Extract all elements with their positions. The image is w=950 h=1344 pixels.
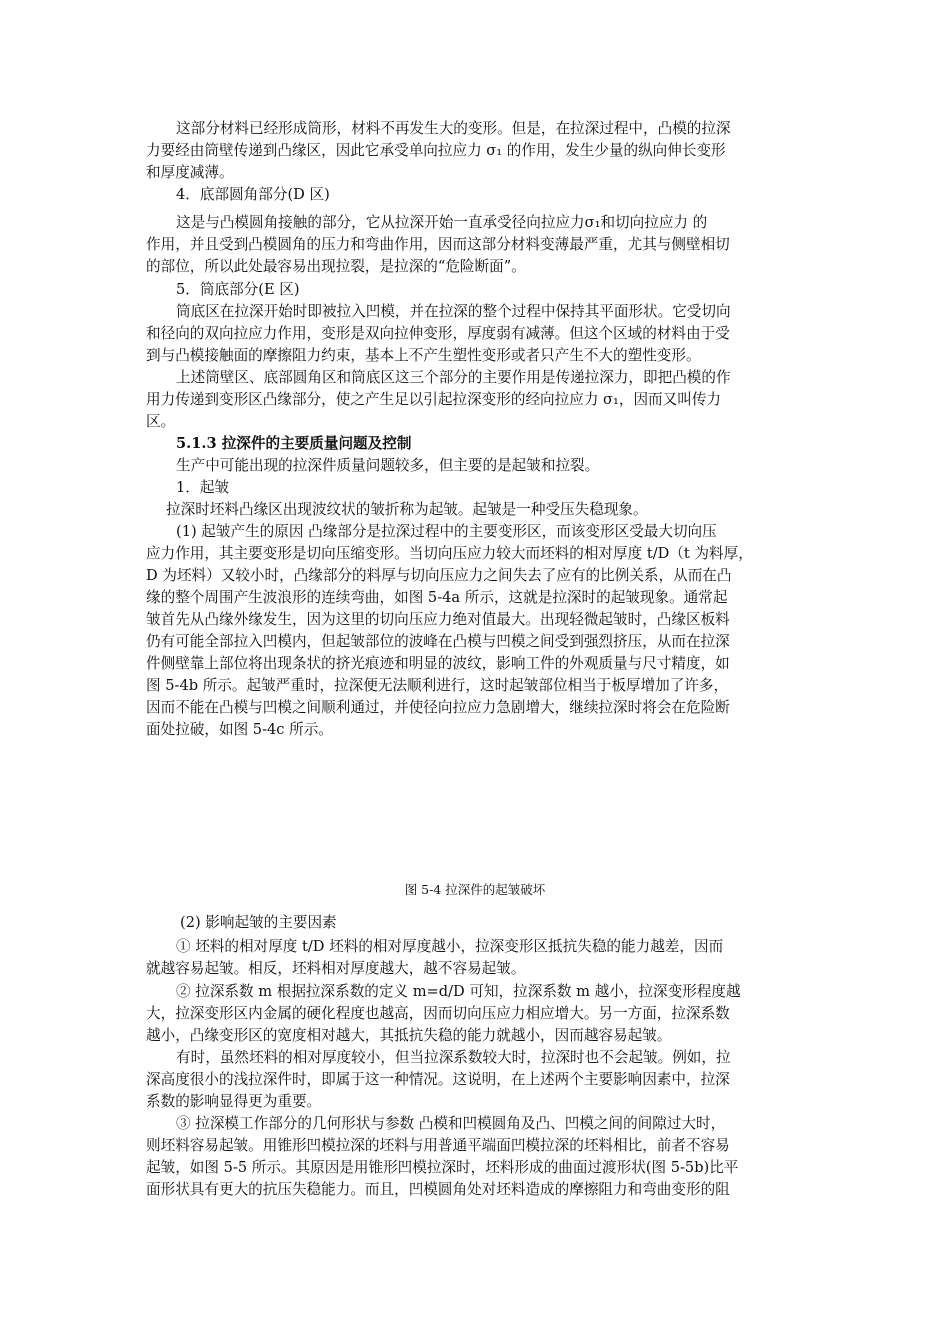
text-line: 就越容易起皱。相反，坯料相对厚度越大，越不容易起皱。 <box>146 960 526 977</box>
text-line: ① 坯料的相对厚度 t/D 坯料的相对厚度越小，拉深变形区抵抗失稳的能力越差，因而 <box>176 938 724 955</box>
text-line: 件侧壁靠上部位将出现条状的挤光痕迹和明显的波纹，影响工件的外观质量与尺寸精度，如 <box>146 655 730 672</box>
text-line: 筒底区在拉深开始时即被拉入凹模，并在拉深的整个过程中保持其平面形状。它受切向 <box>176 303 731 320</box>
text-line: (1) 起皱产生的原因 凸缘部分是拉深过程中的主要变形区，而该变形区受最大切向压 <box>176 523 717 540</box>
figure-caption: 图 5-4 拉深件的起皱破坏 <box>404 882 546 897</box>
text-line: 皱首先从凸缘外缘发生，因为这里的切向压应力绝对值最大。出现轻微起皱时，凸缘区板料 <box>146 611 730 628</box>
text-line: 到与凸模接触面的摩擦阻力约束，基本上不产生塑性变形或者只产生不大的塑性变形。 <box>146 347 701 364</box>
section-heading: 5．筒底部分(E 区) <box>176 281 300 298</box>
text-line: 生产中可能出现的拉深件质量问题较多，但主要的是起皱和拉裂。 <box>176 457 600 474</box>
text-line: 和厚度减薄。 <box>146 164 234 181</box>
text-line: 系数的影响显得更为重要。 <box>146 1093 322 1110</box>
text-line: 的部位，所以此处最容易出现拉裂，是拉深的“危险断面”。 <box>146 258 526 275</box>
subsection-heading: 5.1.3 拉深件的主要质量问题及控制 <box>176 435 412 452</box>
text-line: 起皱，如图 5-5 所示。其原因是用锥形凹模拉深时，坯料形成的曲面过渡形状(图 5-5b)比平 <box>146 1159 739 1176</box>
text-line: 用力传递到变形区凸缘部分，使之产生足以引起拉深变形的经向拉应力 σ₁，因而又叫传力 <box>146 391 722 408</box>
text-line: ③ 拉深模工作部分的几何形状与参数 凸模和凹模圆角及凸、凹模之间的间隙过大时， <box>176 1115 726 1132</box>
section-heading: 1．起皱 <box>176 479 230 496</box>
text-line: 面处拉破，如图 5-4c 所示。 <box>146 721 333 738</box>
text-line: 和径向的双向拉应力作用，变形是双向拉伸变形，厚度弱有减薄。但这个区域的材料由于受 <box>146 325 730 342</box>
text-line: 缘的整个周围产生波浪形的连续弯曲，如图 5-4a 所示，这就是拉深时的起皱现象。通常起 <box>146 589 728 606</box>
text-line: 应力作用，其主要变形是切向压缩变形。当切向压应力较大而坯料的相对厚度 t/D（t 为料厚， <box>146 545 753 562</box>
text-line: 力要经由筒壁传递到凸缘区，因此它承受单向拉应力 σ₁ 的作用，发生少量的纵向伸长变形 <box>146 142 726 159</box>
text-line: D 为坯料）又较小时，凸缘部分的料厚与切向压应力之间失去了应有的比例关系，从而在凸 <box>146 567 732 584</box>
text-line: 仍有可能全部拉入凹模内，但起皱部位的波峰在凸模与凹模之间受到强烈挤压，从而在拉深 <box>146 633 730 650</box>
text-line: 这部分材料已经形成筒形，材料不再发生大的变形。但是，在拉深过程中，凸模的拉深 <box>176 120 731 137</box>
text-line: 有时，虽然坯料的相对厚度较小，但当拉深系数较大时，拉深时也不会起皱。例如，拉 <box>176 1049 731 1066</box>
text-line: 作用，并且受到凸模圆角的压力和弯曲作用，因而这部分材料变薄最严重，尤其与侧壁相切 <box>146 236 730 253</box>
text-line: 因而不能在凸模与凹模之间顺利通过，并使径向拉应力急剧增大，继续拉深时将会在危险断 <box>146 699 730 716</box>
text-line: 区。 <box>146 413 176 430</box>
text-line: 深高度很小的浅拉深件时，即属于这一种情况。这说明，在上述两个主要影响因素中，拉深 <box>146 1071 730 1088</box>
section-heading: (2) 影响起皱的主要因素 <box>180 914 337 931</box>
section-heading: 4．底部圆角部分(D 区) <box>176 186 330 203</box>
text-line: ② 拉深系数 m 根据拉深系数的定义 m=d/D 可知，拉深系数 m 越小，拉深变形程度越 <box>176 983 741 1000</box>
text-line: 图 5-4b 所示。起皱严重时，拉深便无法顺利进行，这时起皱部位相当于板厚增加了许多， <box>146 677 729 694</box>
text-line: 面形状具有更大的抗压失稳能力。而且，凹模圆角处对坯料造成的摩擦阻力和弯曲变形的阻 <box>146 1181 730 1198</box>
text-line: 越小，凸缘变形区的宽度相对越大，其抵抗失稳的能力就越小，因而越容易起皱。 <box>146 1027 672 1044</box>
text-line: 拉深时坯料凸缘区出现波纹状的皱折称为起皱。起皱是一种受压失稳现象。 <box>166 501 648 518</box>
text-line: 这是与凸模圆角接触的部分，它从拉深开始一直承受径向拉应力σ₁和切向拉应力 的 <box>176 214 708 231</box>
text-line: 大，拉深变形区内金属的硬化程度也越高，因而切向压应力相应增大。另一方面，拉深系数 <box>146 1005 730 1022</box>
text-line: 则坯料容易起皱。用锥形凹模拉深的坯料与用普通平端面凹模拉深的坯料相比，前者不容易 <box>146 1137 730 1154</box>
text-line: 上述筒壁区、底部圆角区和筒底区这三个部分的主要作用是传递拉深力，即把凸模的作 <box>176 369 731 386</box>
